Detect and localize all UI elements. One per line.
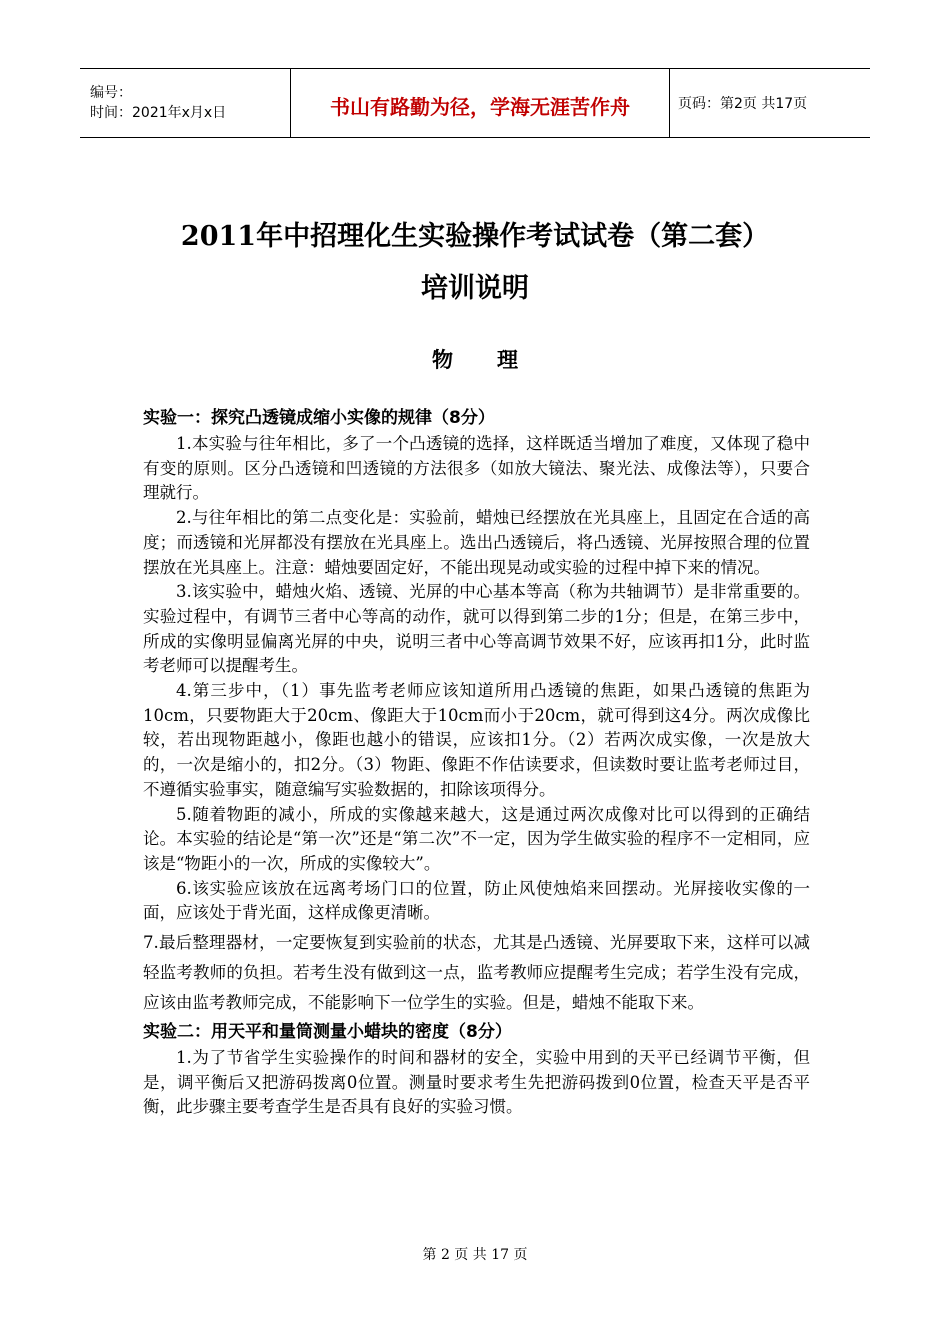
page-footer: 第 2 页 共 17 页 [422,1247,528,1263]
experiment1-paragraph: 3.该实验中，蜡烛火焰、透镜、光屏的中心基本等高（称为共轴调节）是非常重要的。实验过程中，有调节三者中心等高的动作，就可以得到第二步的1分；但是，在第三步中，所成的实像明显偏离光屏的中央，说明三者中心等高调节效果不好，应该再扣1分，此时监考老师可以提醒考生。 [143,582,810,676]
header-motto [290,69,670,137]
experiment1-paragraph: 6.该实验应该放在远离考场门口的位置，防止风使烛焰来回摆动。光屏接收实像的一面，应该处于背光面，这样成像更清晰。 [143,878,810,923]
experiment1-paragraph: 2.与往年相比的第二点变化是：实验前，蜡烛已经摆放在光具座上，且固定在合适的高度；而透镜和光屏都没有摆放在光具座上。选出凸透镜后，将凸透镜、光屏按照合理的位置摆放在光具座上。注意：蜡烛要固定好，不能出现晃动或实验的过程中掉下来的情况。 [143,508,810,577]
experiment1-paragraph: 5.随着物距的减小，所成的实像越来越大，这是通过两次成像对比可以得到的正确结论。本实验的结论是“第一次”还是“第二次”不一定，因为学生做实验的程序不一定相同，应该是“物距小的一次，所成的实像较大”。 [143,804,810,873]
document-number-label: 编号： [90,85,132,101]
experiment1-paragraph: 1.本实验与往年相比，多了一个凸透镜的选择，这样既适当增加了难度，又体现了稳中有变的原则。区分凸透镜和凹透镜的方法很多（如放大镜法、聚光法、成像法等），只要合理就行。 [143,434,810,503]
section-title-physics: 物理 [432,347,562,372]
document-subtitle: 培训说明 [421,273,529,304]
experiment1-heading: 实验一：探究凸透镜成缩小实像的规律（8分） [143,408,495,428]
main-content [143,404,810,1120]
page-number-info: 页码：第2页 共17页 [678,96,808,112]
experiment2-paragraph: 1.为了节省学生实验操作的时间和器材的安全，实验中用到的天平已经调节平衡，但是，调平衡后又把游码拨离0位置。测量时要求考生先把游码拨到0位置，检查天平是否平衡，此步骤主要考查学生是否具有良好的实验习惯。 [143,1048,810,1117]
experiment2-heading: 实验二：用天平和量筒测量小蜡块的密度（8分） [143,1022,512,1043]
experiment1-paragraph: 4.第三步中，（1）事先监考老师应该知道所用凸透镜的焦距，如果凸透镜的焦距为10cm，只要物距大于20cm、像距大于10cm而小于20cm，就可得到这4分。两次成像比较，若出现物距越小，像距也越小的错误，应该扣1分。（2）若两次成实像，一次是放大的，一次是缩小的，扣2分。（3）物距、像距不作估读要求，但读数时要让监考老师过目，不遵循实验事实，随意编写实验数据的，扣除该项得分。 [143,681,810,799]
header-meta [80,69,290,137]
document-title: 2011年中招理化生实验操作考试试卷（第二套） [180,221,770,252]
motto-text: 书山有路勤为径，学海无涯苦作舟 [330,94,630,119]
experiment1-paragraph-cleanup: 7.最后整理器材，一定要恢复到实验前的状态，尤其是凸透镜、光屏要取下来，这样可以减轻监考教师的负担。若考生没有做到这一点，监考教师应提醒考生完成；若学生没有完成，应该由监考教师完成，不能影响下一位学生的实验。但是，蜡烛不能取下来。 [143,933,810,1013]
document-date: 时间：2021年x月x日 [90,105,227,121]
header-page-info [670,69,870,137]
page-header [80,68,870,138]
